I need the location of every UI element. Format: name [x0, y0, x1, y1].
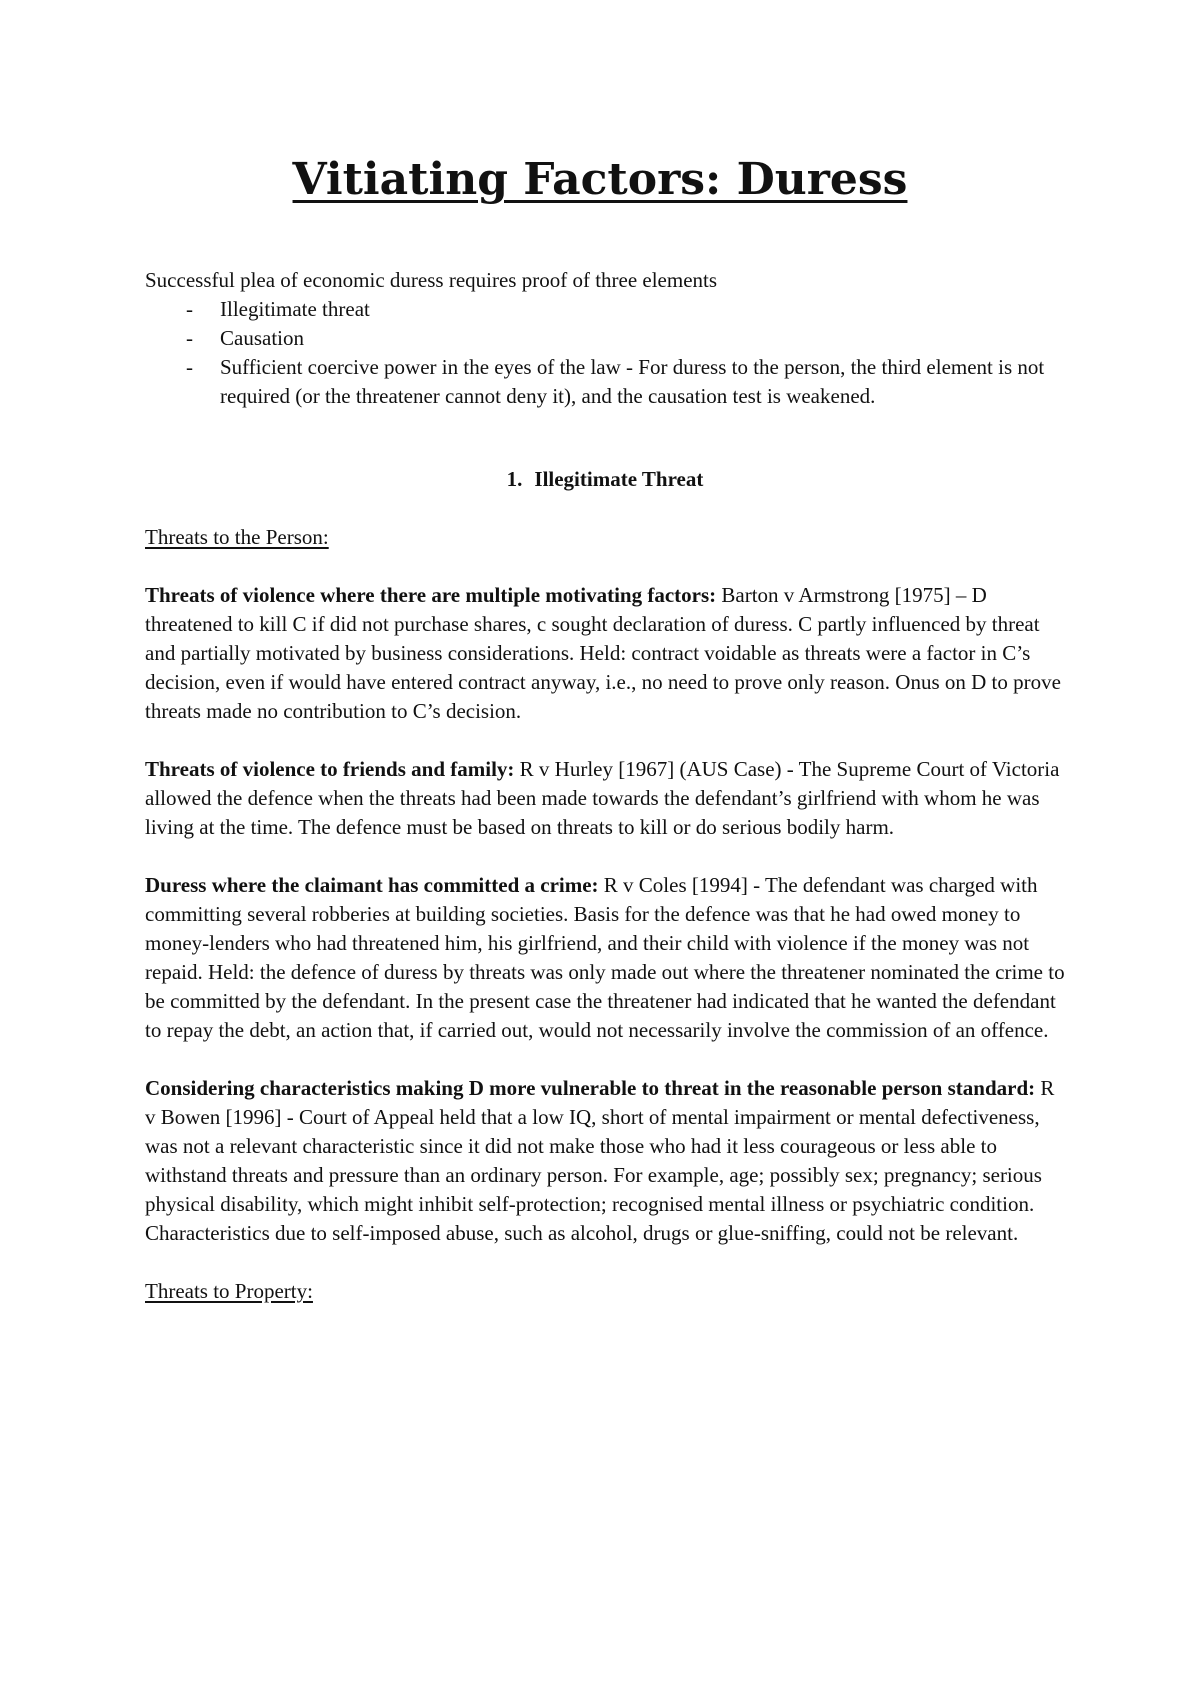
document-body [145, 266, 1065, 1306]
case-paragraph [145, 755, 1065, 842]
bullet-dash: - [186, 326, 193, 350]
list-item [145, 295, 1065, 324]
section-title: Illegitimate Threat [534, 467, 704, 491]
case-heading: Threats of violence where there are multiple motivating factors: [145, 583, 717, 607]
list-item-text: Sufficient coercive power in the eyes of the law - For duress to the person, the third element is not required (or the threatener cannot deny it), and the causation test is weakened. [220, 355, 1045, 408]
list-item [145, 324, 1065, 353]
list-item-text: Illegitimate threat [220, 297, 370, 321]
section-heading [145, 465, 1065, 494]
case-text: Barton v Armstrong [1975] – D threatened to kill C if did not purchase shares, c sought declaration of duress. C partly influenced by threat and partially motivated by business considerations. Held: contract voidable as threats were a factor in C’s decision, even if would have entered contract anyway, i.e., no need to prove only reason. Onus on D to prove threats made no contribution to C’s decision. [145, 583, 1061, 723]
threats-to-property-heading: Threats to Property: [145, 1279, 313, 1303]
case-text: R v Coles [1994] - The defendant was charged with committing several robberies at building societies. Basis for the defence was that he had owed money to money-lenders who had threatened him, his girlfriend, and their child with violence if the money was not repaid. Held: the defence of duress by threats was only made out where the threatener nominated the crime to be committed by the defendant. In the present case the threatener had indicated that he wanted the defendant to repay the debt, an action that, if carried out, would not necessarily involve the commission of an offence. [145, 873, 1065, 1042]
case-text: R v Hurley [1967] (AUS Case) - The Supreme Court of Victoria allowed the defence when the threats had been made towards the defendant’s girlfriend with whom he was living at the time. The defence must be based on threats to kill or do serious bodily harm. [145, 757, 1060, 839]
case-heading: Threats of violence to friends and family: [145, 757, 515, 781]
case-paragraph [145, 1074, 1065, 1248]
threats-to-person-heading: Threats to the Person: [145, 525, 329, 549]
elements-list [145, 295, 1065, 411]
case-heading: Considering characteristics making D more vulnerable to threat in the reasonable person standard: [145, 1076, 1036, 1100]
list-item [145, 353, 1065, 411]
intro-paragraph: Successful plea of economic duress requires proof of three elements [145, 268, 718, 292]
document-title: Vitiating Factors: Duress [292, 154, 908, 205]
bullet-dash: - [186, 297, 193, 321]
section-number: 1. [506, 467, 523, 491]
case-paragraph [145, 871, 1065, 1045]
case-text: R v Bowen [1996] - Court of Appeal held that a low IQ, short of mental impairment or mental defectiveness, was not a relevant characteristic since it did not make those who had it less courageous or less able to withstand threats and pressure than an ordinary person. For example, age; possibly sex; pregnancy; serious physical disability, which might inhibit self-protection; recognised mental illness or psychiatric condition. Characteristics due to self-imposed abuse, such as alcohol, drugs or glue-sniffing, could not be relevant. [145, 1076, 1055, 1245]
bullet-dash: - [186, 355, 193, 379]
case-paragraph [145, 581, 1065, 726]
case-heading: Duress where the claimant has committed a crime: [145, 873, 599, 897]
list-item-text: Causation [220, 326, 304, 350]
